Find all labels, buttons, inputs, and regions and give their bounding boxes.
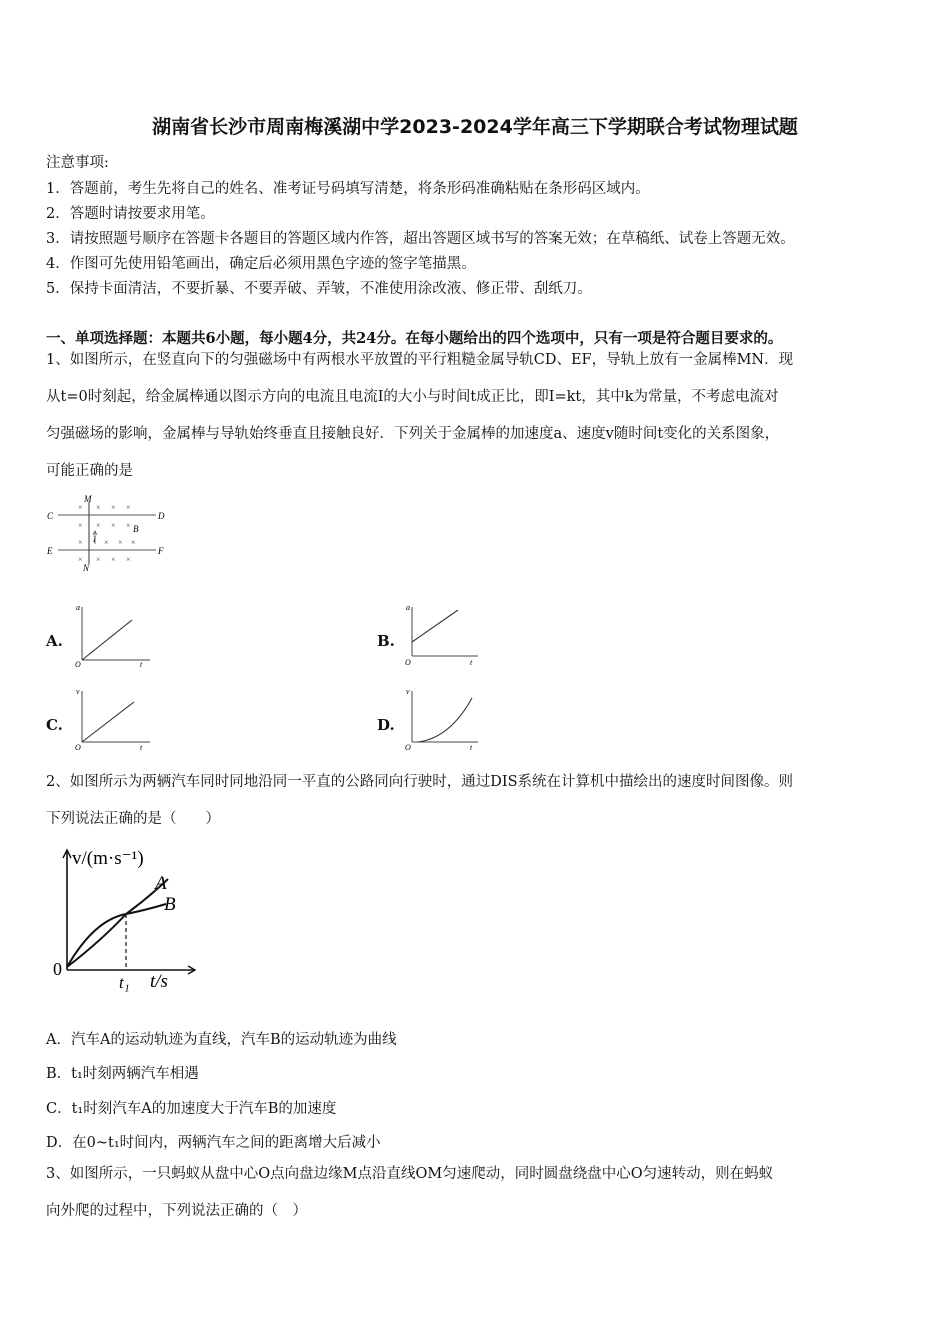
notice-item: 3．请按照题号顺序在答题卡各题目的答题区域内作答，超出答题区域书写的答案无效；在草稿纸、试卷上答题无效。	[46, 231, 795, 247]
svg-text:×: ×	[78, 521, 83, 530]
notice-heading: 注意事项:	[46, 155, 109, 171]
option-b-label[interactable]: B.	[377, 632, 395, 650]
label-d: D	[158, 511, 165, 521]
option-b[interactable]: B．t₁时刻两辆汽车相遇	[46, 1066, 199, 1082]
origin-label: O	[75, 660, 81, 669]
v-t-curve	[418, 698, 472, 742]
question-1-line: 从t=0时刻起，给金属棒通以图示方向的电流且电流I的大小与时间t成正比，即I=kt，其中k为常量，不考虑电流对	[46, 389, 779, 405]
svg-text:×: ×	[131, 538, 136, 547]
option-d-label[interactable]: D.	[377, 716, 395, 734]
question-3-stem	[46, 1156, 906, 1230]
option-c[interactable]: C．t₁时刻汽车A的加速度大于汽车B的加速度	[46, 1101, 337, 1117]
curve-a-label: A	[155, 873, 167, 894]
rail-field-figure	[44, 494, 184, 574]
option-c-graph[interactable]	[70, 686, 160, 754]
notice-item: 4．作图可先使用铅笔画出，确定后必须用黑色字迹的签字笔描黑。	[46, 256, 476, 272]
svg-text:×: ×	[96, 521, 101, 530]
label-b: B	[133, 524, 139, 534]
svg-text:×: ×	[78, 503, 83, 512]
a-t-line	[82, 620, 132, 660]
label-m: M	[84, 494, 92, 504]
svg-text:×: ×	[111, 521, 116, 530]
notice-item: 1．答题前，考生先将自己的姓名、准考证号码填写清楚，将条形码准确粘贴在条形码区域内。	[46, 181, 650, 197]
question-1-line: 可能正确的是	[46, 463, 133, 479]
option-b-graph[interactable]	[400, 602, 490, 670]
label-n: N	[83, 563, 90, 573]
svg-text:×: ×	[126, 503, 131, 512]
label-i: I	[93, 535, 96, 544]
notice-item: 5．保持卡面清洁，不要折暴、不要弄破、弄皱，不准使用涂改液、修正带、刮纸刀。	[46, 281, 592, 297]
a-t-line	[412, 610, 458, 642]
label-e: E	[47, 546, 53, 556]
x-axis-label: t	[470, 658, 473, 667]
question-1-stem	[46, 342, 906, 490]
t1-label: t₁	[119, 973, 130, 992]
notice-item: 2．答题时请按要求用笔。	[46, 206, 215, 222]
curve-b	[67, 904, 166, 967]
label-f: F	[158, 546, 164, 556]
svg-text:×: ×	[118, 538, 123, 547]
option-d[interactable]: D．在0~t₁时间内，两辆汽车之间的距离增大后减小	[46, 1135, 381, 1151]
y-axis-label: a	[76, 603, 80, 612]
svg-text:×: ×	[104, 538, 109, 547]
question-2-stem	[46, 764, 906, 838]
question-3-line: 向外爬的过程中，下列说法正确的（ ）	[46, 1203, 307, 1219]
origin-label: O	[405, 658, 411, 667]
svg-text:×: ×	[78, 538, 83, 547]
v-t-line	[82, 702, 134, 742]
field-marks	[78, 503, 136, 564]
section-heading: 一、单项选择题：本题共6小题，每小题4分，共24分。在每小题给出的四个选项中，只有一项是符合题目要求的。	[46, 330, 783, 347]
origin-label: O	[405, 743, 411, 752]
question-2-line: 2、如图所示为两辆汽车同时同地沿同一平直的公路同向行驶时，通过DIS系统在计算机中描绘出的速度时间图像。则	[46, 774, 794, 790]
x-axis-label: t	[470, 743, 473, 752]
question-3-line: 3、如图所示，一只蚂蚁从盘中心O点向盘边缘M点沿直线OM匀速爬动，同时圆盘绕盘中心O匀速转动，则在蚂蚁	[46, 1166, 774, 1182]
question-1-line: 1、如图所示，在竖直向下的匀强磁场中有两根水平放置的平行粗糙金属导轨CD、EF，导轨上放有一金属棒MN．现	[46, 352, 794, 368]
origin-label: O	[75, 743, 81, 752]
exam-title: 湖南省长沙市周南梅溪湖中学2023-2024学年高三下学期联合考试物理试题	[152, 116, 798, 138]
curve-a	[67, 879, 168, 967]
question-2-line: 下列说法正确的是（ ）	[46, 811, 220, 827]
svg-text:×: ×	[111, 555, 116, 564]
option-a-label[interactable]: A.	[46, 632, 63, 650]
svg-text:×: ×	[78, 555, 83, 564]
y-axis-label: a	[406, 603, 410, 612]
x-axis-label: t/s	[150, 971, 168, 992]
svg-text:×: ×	[96, 503, 101, 512]
svg-text:×: ×	[126, 521, 131, 530]
curve-b-label: B	[164, 894, 176, 915]
x-axis-label: t	[140, 743, 143, 752]
option-a[interactable]: A．汽车A的运动轨迹为直线，汽车B的运动轨迹为曲线	[46, 1032, 397, 1048]
svg-text:×: ×	[96, 555, 101, 564]
svg-text:×: ×	[126, 555, 131, 564]
velocity-time-graph	[46, 838, 206, 1004]
y-axis-label: v	[76, 687, 80, 696]
option-a-graph[interactable]	[70, 602, 160, 670]
option-c-label[interactable]: C.	[46, 716, 63, 734]
label-c: C	[47, 511, 54, 521]
svg-text:×: ×	[111, 503, 116, 512]
y-axis-label: v	[406, 687, 410, 696]
origin-label: 0	[53, 959, 62, 979]
question-1-line: 匀强磁场的影响，金属棒与导轨始终垂直且接触良好．下列关于金属棒的加速度a、速度v随时间t变化的关系图象，	[46, 426, 780, 442]
x-axis-label: t	[140, 660, 143, 669]
y-axis-label: v/(m·s⁻¹)	[72, 848, 144, 869]
option-d-graph[interactable]	[400, 686, 490, 754]
